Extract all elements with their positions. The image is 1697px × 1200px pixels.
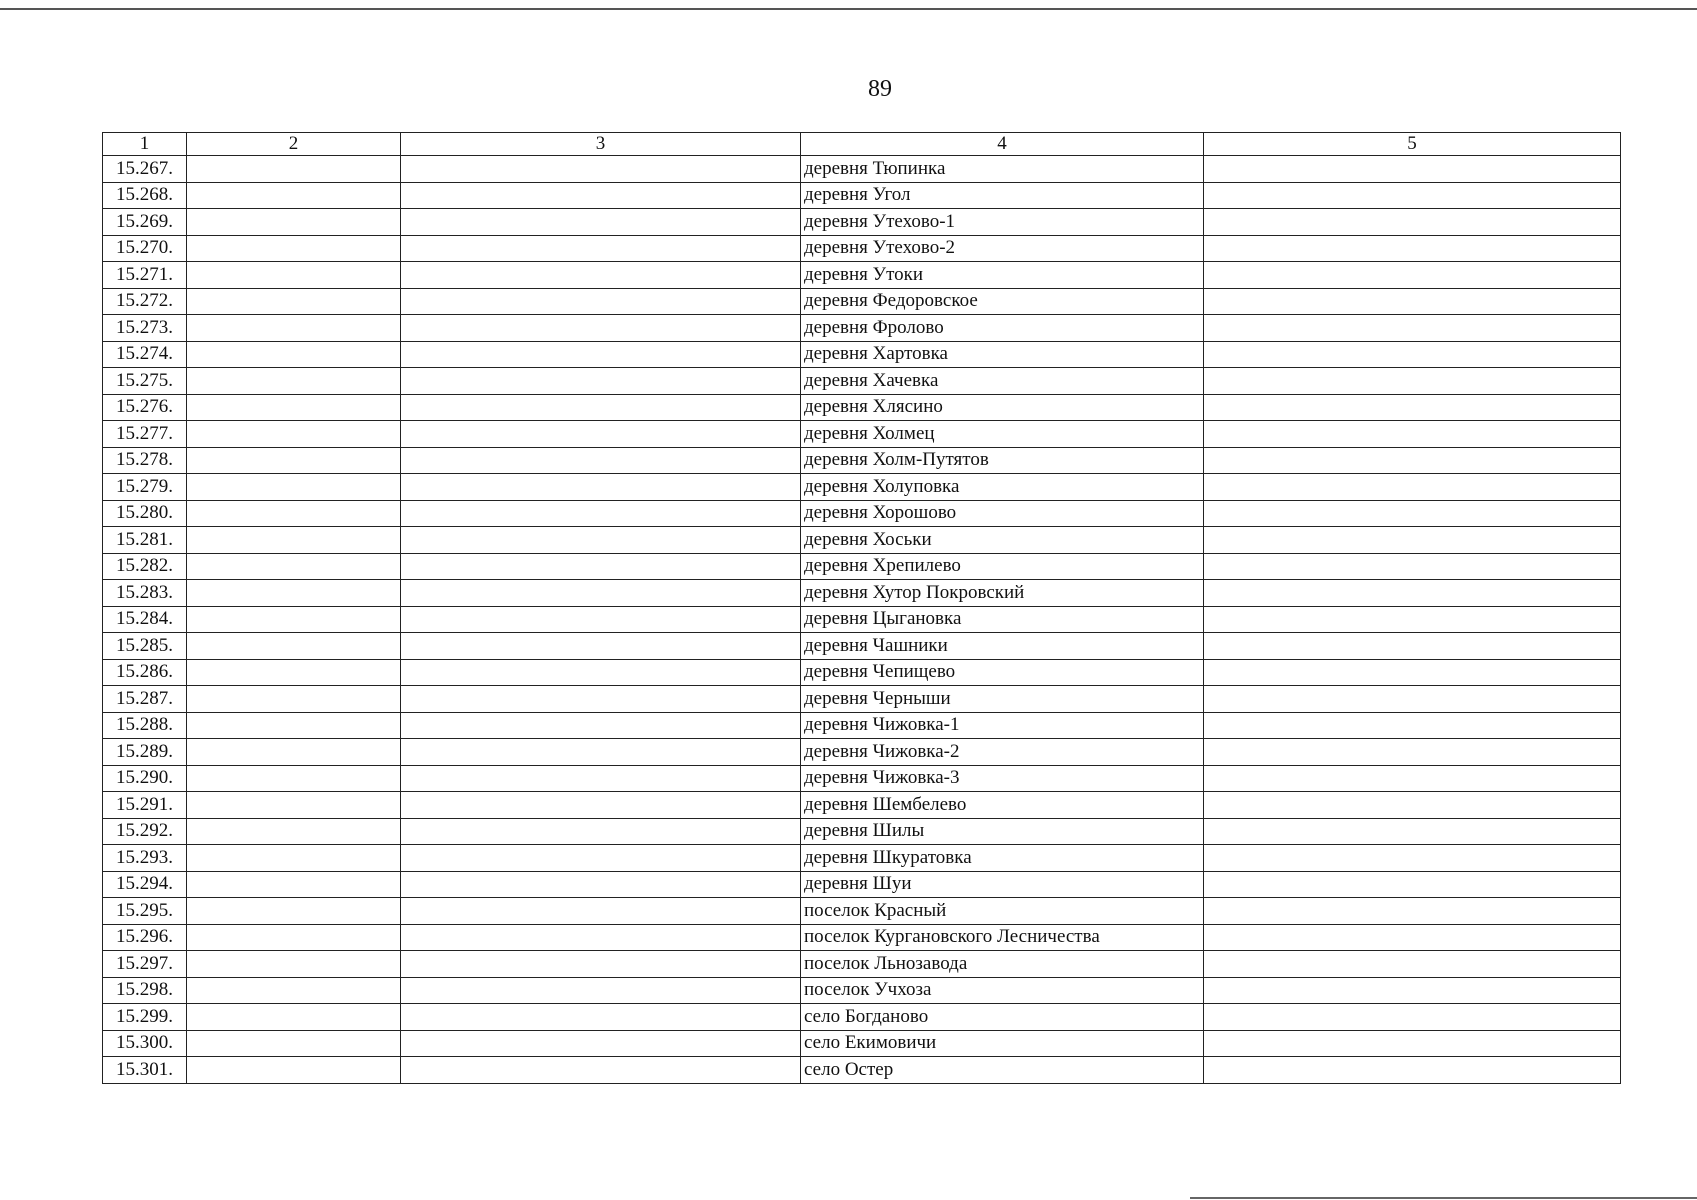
column-2-cell — [187, 818, 401, 845]
column-5-cell — [1204, 553, 1621, 580]
row-number-cell: 15.268. — [103, 182, 187, 209]
settlement-name-cell: деревня Холм-Путятов — [801, 447, 1204, 474]
column-2-cell — [187, 341, 401, 368]
column-5-cell — [1204, 765, 1621, 792]
column-5-cell — [1204, 686, 1621, 713]
table-row — [103, 898, 1621, 925]
settlement-name-cell: деревня Черныши — [801, 686, 1204, 713]
column-3-cell — [401, 871, 801, 898]
row-number-cell: 15.287. — [103, 686, 187, 713]
row-number-cell: 15.271. — [103, 262, 187, 289]
column-5-cell — [1204, 447, 1621, 474]
table-row — [103, 712, 1621, 739]
table-row — [103, 765, 1621, 792]
table-row — [103, 394, 1621, 421]
column-5-cell — [1204, 209, 1621, 236]
column-3-cell — [401, 1057, 801, 1084]
column-5-cell — [1204, 368, 1621, 395]
column-5-cell — [1204, 606, 1621, 633]
column-2-cell — [187, 1030, 401, 1057]
column-2-cell — [187, 288, 401, 315]
row-number-cell: 15.294. — [103, 871, 187, 898]
row-number-cell: 15.273. — [103, 315, 187, 342]
column-2-cell — [187, 951, 401, 978]
row-number-cell: 15.280. — [103, 500, 187, 527]
column-3-cell — [401, 951, 801, 978]
column-5-cell — [1204, 182, 1621, 209]
column-2-cell — [187, 1004, 401, 1031]
column-3-cell — [401, 606, 801, 633]
table-row — [103, 818, 1621, 845]
column-3-cell — [401, 447, 801, 474]
row-number-cell: 15.285. — [103, 633, 187, 660]
column-3-cell — [401, 712, 801, 739]
column-5-cell — [1204, 1004, 1621, 1031]
column-2-cell — [187, 765, 401, 792]
scan-edge-bottom — [1190, 1197, 1697, 1199]
table-row — [103, 739, 1621, 766]
row-number-cell: 15.301. — [103, 1057, 187, 1084]
column-2-cell — [187, 447, 401, 474]
column-2-cell — [187, 262, 401, 289]
column-3-cell — [401, 394, 801, 421]
table-row — [103, 527, 1621, 554]
column-2-cell — [187, 580, 401, 607]
row-number-cell: 15.300. — [103, 1030, 187, 1057]
row-number-cell: 15.295. — [103, 898, 187, 925]
column-2-cell — [187, 182, 401, 209]
table-row — [103, 977, 1621, 1004]
column-2-cell — [187, 500, 401, 527]
table-row — [103, 633, 1621, 660]
settlement-name-cell: деревня Хорошово — [801, 500, 1204, 527]
settlement-name-cell: деревня Чепищево — [801, 659, 1204, 686]
table-row — [103, 235, 1621, 262]
row-number-cell: 15.281. — [103, 527, 187, 554]
table-row — [103, 1004, 1621, 1031]
table-row — [103, 368, 1621, 395]
settlement-name-cell: деревня Хрепилево — [801, 553, 1204, 580]
column-3-cell — [401, 739, 801, 766]
column-3-cell — [401, 1030, 801, 1057]
row-number-cell: 15.279. — [103, 474, 187, 501]
table-row — [103, 341, 1621, 368]
table-row — [103, 288, 1621, 315]
column-3-cell — [401, 1004, 801, 1031]
row-number-cell: 15.298. — [103, 977, 187, 1004]
column-3-cell — [401, 765, 801, 792]
row-number-cell: 15.267. — [103, 156, 187, 183]
column-header-2: 2 — [187, 133, 401, 156]
column-5-cell — [1204, 341, 1621, 368]
table-row — [103, 686, 1621, 713]
column-3-cell — [401, 262, 801, 289]
settlement-name-cell: деревня Федоровское — [801, 288, 1204, 315]
column-5-cell — [1204, 1057, 1621, 1084]
column-2-cell — [187, 924, 401, 951]
column-3-cell — [401, 341, 801, 368]
column-3-cell — [401, 288, 801, 315]
column-2-cell — [187, 686, 401, 713]
settlement-name-cell: село Екимовичи — [801, 1030, 1204, 1057]
settlement-name-cell: деревня Хутор Покровский — [801, 580, 1204, 607]
column-2-cell — [187, 368, 401, 395]
row-number-cell: 15.296. — [103, 924, 187, 951]
column-5-cell — [1204, 474, 1621, 501]
column-5-cell — [1204, 288, 1621, 315]
column-5-cell — [1204, 739, 1621, 766]
column-3-cell — [401, 818, 801, 845]
table-row — [103, 1030, 1621, 1057]
settlement-name-cell: село Остер — [801, 1057, 1204, 1084]
settlement-name-cell: деревня Хлясино — [801, 394, 1204, 421]
settlement-name-cell: деревня Чижовка-1 — [801, 712, 1204, 739]
settlement-name-cell: деревня Чижовка-3 — [801, 765, 1204, 792]
table-row — [103, 421, 1621, 448]
column-5-cell — [1204, 235, 1621, 262]
row-number-cell: 15.284. — [103, 606, 187, 633]
row-number-cell: 15.291. — [103, 792, 187, 819]
column-3-cell — [401, 527, 801, 554]
settlement-name-cell: деревня Хачевка — [801, 368, 1204, 395]
settlement-name-cell: деревня Утехово-1 — [801, 209, 1204, 236]
row-number-cell: 15.282. — [103, 553, 187, 580]
settlement-name-cell: деревня Чашники — [801, 633, 1204, 660]
column-3-cell — [401, 235, 801, 262]
column-3-cell — [401, 182, 801, 209]
column-2-cell — [187, 606, 401, 633]
column-header-5: 5 — [1204, 133, 1621, 156]
column-2-cell — [187, 553, 401, 580]
row-number-cell: 15.286. — [103, 659, 187, 686]
row-number-cell: 15.272. — [103, 288, 187, 315]
table-row — [103, 315, 1621, 342]
column-2-cell — [187, 845, 401, 872]
column-5-cell — [1204, 792, 1621, 819]
table-row — [103, 209, 1621, 236]
column-header-4: 4 — [801, 133, 1204, 156]
column-3-cell — [401, 474, 801, 501]
column-2-cell — [187, 871, 401, 898]
column-5-cell — [1204, 845, 1621, 872]
column-3-cell — [401, 845, 801, 872]
settlement-name-cell: деревня Хоськи — [801, 527, 1204, 554]
column-3-cell — [401, 580, 801, 607]
column-2-cell — [187, 977, 401, 1004]
settlement-name-cell: село Богданово — [801, 1004, 1204, 1031]
settlement-name-cell: деревня Шкуратовка — [801, 845, 1204, 872]
table-row — [103, 474, 1621, 501]
column-2-cell — [187, 633, 401, 660]
row-number-cell: 15.270. — [103, 235, 187, 262]
table-row — [103, 156, 1621, 183]
column-2-cell — [187, 1057, 401, 1084]
table-row — [103, 606, 1621, 633]
table-row — [103, 1057, 1621, 1084]
row-number-cell: 15.275. — [103, 368, 187, 395]
column-2-cell — [187, 712, 401, 739]
table-row — [103, 447, 1621, 474]
settlement-name-cell: деревня Фролово — [801, 315, 1204, 342]
column-5-cell — [1204, 156, 1621, 183]
column-3-cell — [401, 659, 801, 686]
column-5-cell — [1204, 924, 1621, 951]
column-3-cell — [401, 209, 801, 236]
table-row — [103, 262, 1621, 289]
column-3-cell — [401, 553, 801, 580]
row-number-cell: 15.299. — [103, 1004, 187, 1031]
row-number-cell: 15.278. — [103, 447, 187, 474]
column-5-cell — [1204, 871, 1621, 898]
row-number-cell: 15.290. — [103, 765, 187, 792]
table-row — [103, 659, 1621, 686]
column-5-cell — [1204, 898, 1621, 925]
column-2-cell — [187, 659, 401, 686]
column-2-cell — [187, 527, 401, 554]
column-5-cell — [1204, 262, 1621, 289]
scan-edge-top — [0, 8, 1697, 10]
column-5-cell — [1204, 527, 1621, 554]
settlement-name-cell: деревня Угол — [801, 182, 1204, 209]
column-3-cell — [401, 898, 801, 925]
column-5-cell — [1204, 500, 1621, 527]
column-header-1: 1 — [103, 133, 187, 156]
column-3-cell — [401, 156, 801, 183]
column-3-cell — [401, 924, 801, 951]
table-header-row — [103, 133, 1621, 156]
column-2-cell — [187, 235, 401, 262]
table-row — [103, 182, 1621, 209]
table-row — [103, 871, 1621, 898]
column-5-cell — [1204, 315, 1621, 342]
column-5-cell — [1204, 394, 1621, 421]
column-5-cell — [1204, 633, 1621, 660]
settlement-name-cell: поселок Красный — [801, 898, 1204, 925]
column-3-cell — [401, 421, 801, 448]
column-5-cell — [1204, 818, 1621, 845]
settlement-name-cell: деревня Шуи — [801, 871, 1204, 898]
column-3-cell — [401, 686, 801, 713]
row-number-cell: 15.269. — [103, 209, 187, 236]
column-5-cell — [1204, 659, 1621, 686]
column-3-cell — [401, 368, 801, 395]
column-2-cell — [187, 792, 401, 819]
table-row — [103, 500, 1621, 527]
row-number-cell: 15.288. — [103, 712, 187, 739]
page-number: 89 — [868, 76, 892, 102]
row-number-cell: 15.276. — [103, 394, 187, 421]
settlement-name-cell: деревня Утехово-2 — [801, 235, 1204, 262]
row-number-cell: 15.277. — [103, 421, 187, 448]
settlement-name-cell: поселок Кургановского Лесничества — [801, 924, 1204, 951]
table-row — [103, 580, 1621, 607]
settlement-name-cell: деревня Утоки — [801, 262, 1204, 289]
table-row — [103, 924, 1621, 951]
column-2-cell — [187, 739, 401, 766]
settlement-name-cell: деревня Цыгановка — [801, 606, 1204, 633]
settlement-name-cell: поселок Льнозавода — [801, 951, 1204, 978]
column-5-cell — [1204, 977, 1621, 1004]
column-3-cell — [401, 500, 801, 527]
row-number-cell: 15.297. — [103, 951, 187, 978]
settlement-name-cell: деревня Шилы — [801, 818, 1204, 845]
table-row — [103, 845, 1621, 872]
settlement-name-cell: деревня Хартовка — [801, 341, 1204, 368]
column-3-cell — [401, 792, 801, 819]
table-body — [103, 156, 1621, 1084]
column-header-3: 3 — [401, 133, 801, 156]
column-5-cell — [1204, 712, 1621, 739]
column-2-cell — [187, 209, 401, 236]
settlement-name-cell: деревня Холуповка — [801, 474, 1204, 501]
settlement-name-cell: деревня Шембелево — [801, 792, 1204, 819]
settlement-name-cell: поселок Учхоза — [801, 977, 1204, 1004]
column-5-cell — [1204, 951, 1621, 978]
column-2-cell — [187, 315, 401, 342]
column-3-cell — [401, 633, 801, 660]
row-number-cell: 15.292. — [103, 818, 187, 845]
column-5-cell — [1204, 421, 1621, 448]
column-2-cell — [187, 156, 401, 183]
table-row — [103, 951, 1621, 978]
row-number-cell: 15.274. — [103, 341, 187, 368]
column-5-cell — [1204, 1030, 1621, 1057]
column-2-cell — [187, 898, 401, 925]
column-2-cell — [187, 474, 401, 501]
table-row — [103, 792, 1621, 819]
settlement-name-cell: деревня Холмец — [801, 421, 1204, 448]
row-number-cell: 15.283. — [103, 580, 187, 607]
column-2-cell — [187, 421, 401, 448]
settlement-name-cell: деревня Чижовка-2 — [801, 739, 1204, 766]
column-5-cell — [1204, 580, 1621, 607]
row-number-cell: 15.289. — [103, 739, 187, 766]
row-number-cell: 15.293. — [103, 845, 187, 872]
column-2-cell — [187, 394, 401, 421]
settlements-table — [102, 132, 1621, 1084]
settlement-name-cell: деревня Тюпинка — [801, 156, 1204, 183]
column-3-cell — [401, 315, 801, 342]
column-3-cell — [401, 977, 801, 1004]
table-row — [103, 553, 1621, 580]
